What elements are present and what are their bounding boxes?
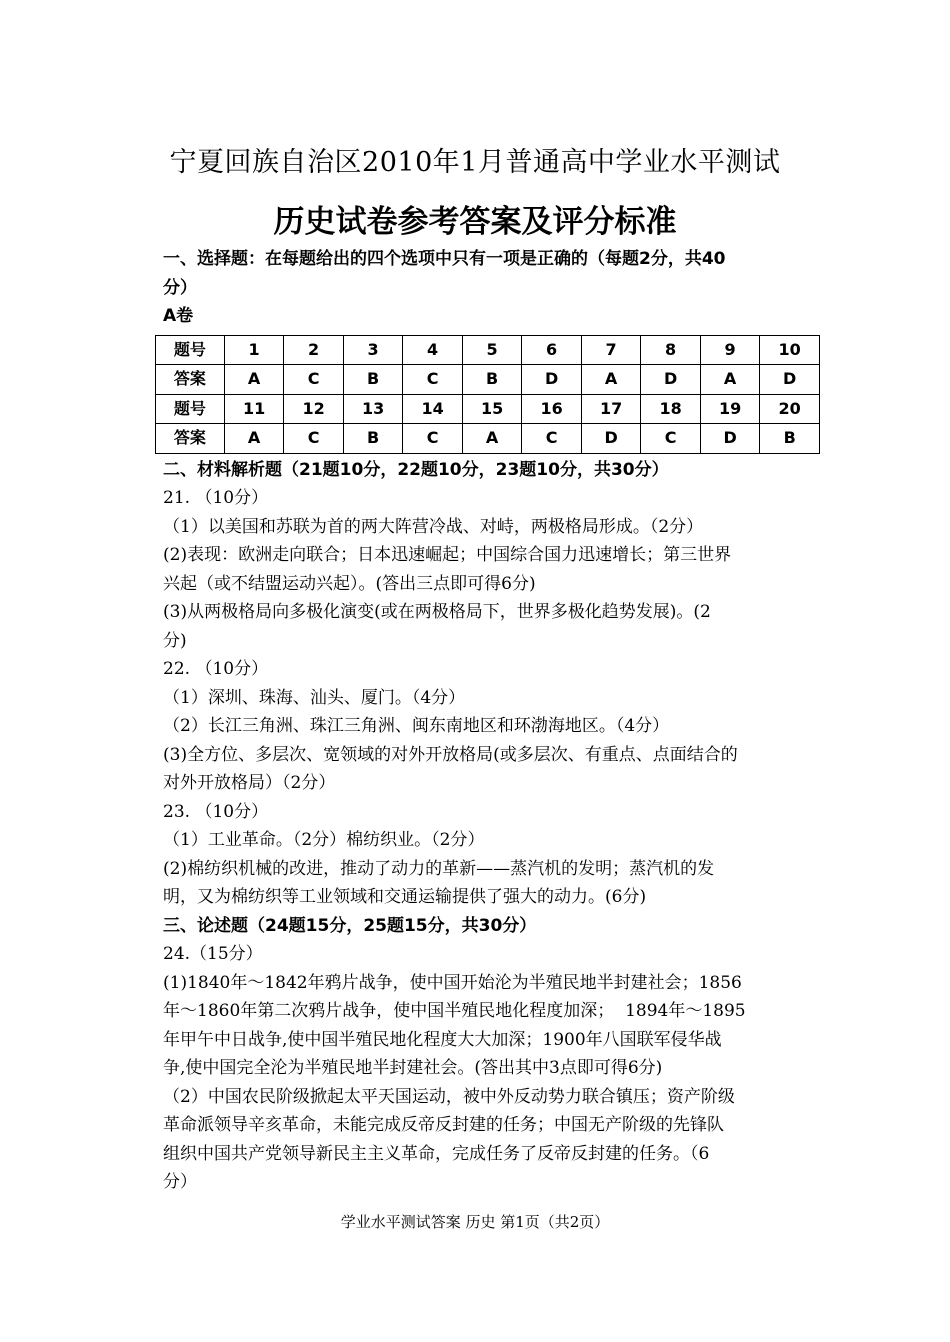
q23-answer-2-line1: (2)棉纺织机械的改进，推动了动力的革新——蒸汽机的发明；蒸汽机的发 xyxy=(163,858,715,879)
question-number: 7 xyxy=(581,335,641,365)
answer-cell: A xyxy=(700,365,760,395)
q24-answer-1-line1: (1)1840年～1842年鸦片战争，使中国开始沦为半殖民地半封建社会；1856 xyxy=(163,972,742,993)
section1-heading-line2: 分） xyxy=(163,277,197,298)
q22-answer-3-line1: (3)全方位、多层次、宽领域的对外开放格局(或多层次、有重点、点面结合的 xyxy=(163,744,738,765)
question-number: 19 xyxy=(700,394,760,424)
q21-label: 21. （10分） xyxy=(163,488,269,508)
answer-cell: C xyxy=(284,365,344,395)
q24-answer-2-line2: 革命派领导辛亥革命，未能完成反帝反封建的任务；中国无产阶级的先锋队 xyxy=(163,1115,724,1135)
q24-answer-1-line4: 争,使中国完全沦为半殖民地半封建社会。(答出其中3点即可得6分) xyxy=(163,1058,663,1078)
row-label: 答案 xyxy=(156,365,225,395)
q24-answer-1-line2: 年～1860年第二次鸦片战争，使中国半殖民地化程度加深； 1894年～1895 xyxy=(163,1001,746,1021)
q24-answer-1-line3: 年甲午中日战争,使中国半殖民地化程度大大加深；1900年八国联军侵华战 xyxy=(163,1029,722,1050)
answer-cell: C xyxy=(403,365,463,395)
q22-label: 22. （10分） xyxy=(163,659,269,679)
q21-answer-2-line1: (2)表现：欧洲走向联合；日本迅速崛起；中国综合国力迅速增长；第三世界 xyxy=(163,545,732,565)
q24-label: 24.（15分） xyxy=(163,944,263,964)
question-number: 3 xyxy=(343,335,403,365)
q23-label: 23. （10分） xyxy=(163,801,269,822)
question-number: 1 xyxy=(224,335,284,365)
q24-answer-2-line1: （2）中国农民阶级掀起太平天国运动，被中外反动势力联合镇压；资产阶级 xyxy=(163,1086,735,1107)
q23-answer-1: （1）工业革命。（2分）棉纺织业。（2分） xyxy=(163,830,485,850)
answer-cell: D xyxy=(760,365,820,395)
q23-answer-2-line2: 明，又为棉纺织等工业领域和交通运输提供了强大的动力。(6分) xyxy=(163,887,647,907)
question-number: 17 xyxy=(581,394,641,424)
section1-heading-line1: 一、选择题：在每题给出的四个选项中只有一项是正确的（每题2分，共40 xyxy=(163,249,726,269)
question-number: 9 xyxy=(700,335,760,365)
answer-cell: D xyxy=(641,365,701,395)
answer-cell: B xyxy=(343,365,403,395)
answer-cell: B xyxy=(462,365,522,395)
answer-cell: B xyxy=(760,424,820,454)
question-number: 5 xyxy=(462,335,522,365)
answer-cell: C xyxy=(641,424,701,454)
row-label: 答案 xyxy=(156,424,225,454)
q21-answer-3-line1: (3)从两极格局向多极化演变(或在两极格局下，世界多极化趋势发展)。(2 xyxy=(163,602,711,622)
answer-table xyxy=(155,335,820,454)
q22-answer-1: （1）深圳、珠海、汕头、厦门。（4分） xyxy=(163,687,466,708)
question-number: 4 xyxy=(403,335,463,365)
row-label: 题号 xyxy=(156,394,225,424)
table-row-answers-2 xyxy=(156,424,820,454)
question-number: 14 xyxy=(403,394,463,424)
q21-answer-3-line2: 分) xyxy=(163,630,187,651)
answer-cell: D xyxy=(522,365,582,395)
table-row-answers-1 xyxy=(156,365,820,395)
q24-answer-2-line3: 组织中国共产党领导新民主主义革命，完成任务了反帝反封建的任务。（6 xyxy=(163,1143,710,1164)
question-number: 8 xyxy=(641,335,701,365)
document-body xyxy=(163,245,801,1197)
answer-cell: D xyxy=(700,424,760,454)
question-number: 16 xyxy=(522,394,582,424)
question-number: 20 xyxy=(760,394,820,424)
q21-answer-2-line2: 兴起（或不结盟运动兴起）。(答出三点即可得6分) xyxy=(163,573,536,594)
answer-cell: C xyxy=(284,424,344,454)
question-number: 11 xyxy=(224,394,284,424)
answer-cell: C xyxy=(522,424,582,454)
answer-cell: A xyxy=(462,424,522,454)
table-row-numbers-2 xyxy=(156,394,820,424)
answer-cell: B xyxy=(343,424,403,454)
question-number: 12 xyxy=(284,394,344,424)
answer-cell: D xyxy=(581,424,641,454)
answer-cell: A xyxy=(224,365,284,395)
question-number: 10 xyxy=(760,335,820,365)
question-number: 2 xyxy=(284,335,344,365)
q22-answer-2: （2）长江三角洲、珠江三角洲、闽东南地区和环渤海地区。（4分） xyxy=(163,716,670,736)
table-row-numbers-1 xyxy=(156,335,820,365)
row-label: 题号 xyxy=(156,335,225,365)
section3-heading: 三、论述题（24题15分，25题15分，共30分） xyxy=(163,915,537,936)
q24-answer-2-line4: 分） xyxy=(163,1172,197,1192)
question-number: 15 xyxy=(462,394,522,424)
page-footer: 学业水平测试答案 历史 第1页（共2页） xyxy=(340,1213,610,1231)
question-number: 6 xyxy=(522,335,582,365)
section2-heading: 二、材料解析题（21题10分，22题10分，23题10分，共30分） xyxy=(163,459,669,480)
exam-title: 宁夏回族自治区2010年1月普通高中学业水平测试 xyxy=(169,147,781,178)
answer-key-title: 历史试卷参考答案及评分标准 xyxy=(273,204,677,240)
answer-cell: A xyxy=(224,424,284,454)
q21-answer-1: （1）以美国和苏联为首的两大阵营冷战、对峙，两极格局形成。（2分） xyxy=(163,516,704,537)
question-number: 18 xyxy=(641,394,701,424)
answer-cell: A xyxy=(581,365,641,395)
q22-answer-3-line2: 对外开放格局）（2分） xyxy=(163,773,336,793)
paper-label: A卷 xyxy=(163,306,194,326)
answer-cell: C xyxy=(403,424,463,454)
question-number: 13 xyxy=(343,394,403,424)
